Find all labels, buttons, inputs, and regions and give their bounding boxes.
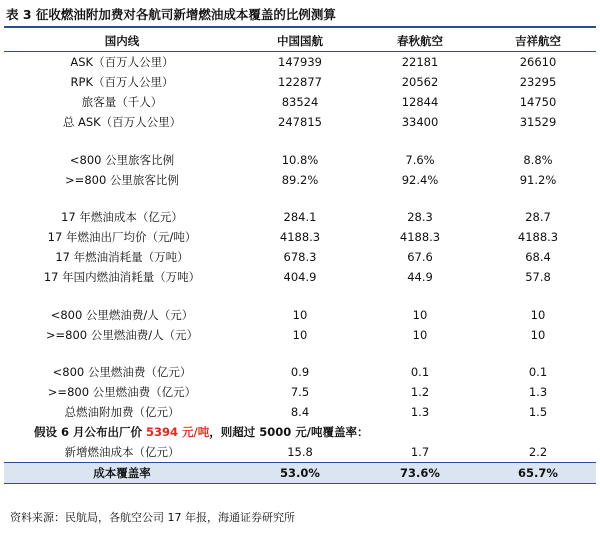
- row-label: 总燃油附加费（亿元）: [64, 405, 180, 419]
- cell: 4188.3: [517, 230, 559, 244]
- cell: 247815: [278, 115, 322, 129]
- spacer-row: [4, 287, 596, 305]
- table-row: [4, 247, 596, 267]
- cell: 28.3: [407, 210, 433, 224]
- row-label: >=800 公里燃油费/人（元）: [45, 327, 199, 342]
- cell: 31529: [519, 115, 557, 129]
- note-price: 5394 元/吨: [146, 425, 210, 439]
- cell: 10: [292, 307, 308, 322]
- table-row: [4, 442, 596, 463]
- cell: 147939: [278, 55, 322, 69]
- cell: 28.7: [525, 210, 551, 224]
- table-row: [4, 382, 596, 402]
- cell: 4188.3: [279, 230, 321, 244]
- table-row: [4, 150, 596, 170]
- cell: 1.3: [410, 405, 430, 419]
- cell: 10.8%: [281, 152, 319, 167]
- cell: 1.2: [410, 385, 430, 399]
- source-note: 资料来源：民航局，各航空公司 17 年报，海通证券研究所: [10, 511, 295, 524]
- spacer-row: [4, 190, 596, 208]
- row-label: 17 年燃油出厂均价（元/吨）: [47, 230, 197, 244]
- cell: 4188.3: [399, 230, 441, 244]
- cell: 10: [292, 327, 308, 342]
- cell: 122877: [278, 75, 322, 89]
- row-label: >=800 公里旅客比例: [65, 172, 179, 187]
- cell: 10: [412, 327, 428, 342]
- row-label: 17 年国内燃油消耗量（万吨）: [43, 270, 201, 284]
- cell: 68.4: [525, 250, 551, 264]
- cell: 10: [530, 327, 546, 342]
- row-label: >=800 公里燃油费（亿元）: [47, 385, 197, 399]
- cell: 10: [530, 307, 546, 322]
- row-label: 新增燃油成本（亿元）: [64, 445, 180, 459]
- row-label: ASK（百万人公里）: [70, 55, 174, 69]
- cell: 0.9: [290, 365, 310, 379]
- table-row: [4, 207, 596, 227]
- table-row: [4, 325, 596, 345]
- table-row: [4, 227, 596, 247]
- cell: 44.9: [407, 270, 433, 284]
- row-label: 总 ASK（百万人公里）: [62, 115, 182, 129]
- coverage-total-row: [4, 463, 596, 484]
- table-row: [4, 92, 596, 112]
- cell: 91.2%: [519, 172, 557, 187]
- table-row: [4, 267, 596, 287]
- cell: 23295: [519, 75, 557, 89]
- cell: 678.3: [283, 250, 317, 264]
- cell: 14750: [519, 95, 557, 109]
- spacer-row: [4, 132, 596, 150]
- cell: 7.5: [290, 385, 310, 399]
- table-row: [4, 170, 596, 190]
- table-row: [4, 52, 596, 73]
- row-label: 旅客量（千人）: [81, 95, 163, 109]
- cell: 1.3: [528, 385, 548, 399]
- cell: 12844: [401, 95, 439, 109]
- cell: 53.0%: [240, 463, 360, 484]
- table-row: [4, 305, 596, 325]
- cell: 404.9: [283, 270, 317, 284]
- row-label: 17 年燃油成本（亿元）: [61, 210, 183, 224]
- table-title: 表 3 征收燃油附加费对各航司新增燃油成本覆盖的比例测算: [6, 7, 336, 22]
- cell: 65.7%: [480, 463, 596, 484]
- cell: 7.6%: [405, 152, 435, 167]
- cell: 0.1: [528, 365, 548, 379]
- table-title-bar: [4, 4, 596, 28]
- header-cell: 国内线: [4, 30, 240, 52]
- assumption-note-row: [4, 422, 596, 442]
- row-label: <800 公里燃油费/人（元）: [50, 307, 194, 322]
- row-label: RPK（百万人公里）: [70, 75, 174, 89]
- header-row: [4, 30, 596, 52]
- cell: 8.8%: [523, 152, 553, 167]
- cell: 22181: [401, 55, 439, 69]
- header-cell: 春秋航空: [360, 30, 480, 52]
- cell: 1.5: [528, 405, 548, 419]
- cell: 2.2: [528, 445, 548, 459]
- table-row: [4, 112, 596, 132]
- note-prefix: 假设 6 月公布出厂价: [34, 425, 147, 439]
- cell: 1.7: [410, 445, 430, 459]
- row-label: <800 公里燃油费（亿元）: [52, 365, 192, 379]
- note-suffix: ，则超过 5000 元/吨覆盖率：: [209, 425, 369, 439]
- table-row: [4, 402, 596, 422]
- row-label: 成本覆盖率: [4, 463, 240, 484]
- cell: 15.8: [287, 445, 313, 459]
- cell: 284.1: [283, 210, 317, 224]
- cell: 83524: [281, 95, 319, 109]
- row-label: <800 公里旅客比例: [69, 152, 175, 167]
- header-cell: 吉祥航空: [480, 30, 596, 52]
- fuel-surcharge-table: [4, 30, 596, 484]
- cell: 92.4%: [401, 172, 439, 187]
- table-row: [4, 362, 596, 382]
- assumption-note: [4, 422, 596, 442]
- cell: 73.6%: [360, 463, 480, 484]
- cell: 26610: [519, 55, 557, 69]
- spacer-row: [4, 345, 596, 363]
- cell: 10: [412, 307, 428, 322]
- cell: 20562: [401, 75, 439, 89]
- cell: 8.4: [290, 405, 310, 419]
- header-cell: 中国国航: [240, 30, 360, 52]
- cell: 67.6: [407, 250, 433, 264]
- cell: 89.2%: [281, 172, 319, 187]
- table-row: [4, 72, 596, 92]
- cell: 57.8: [525, 270, 551, 284]
- row-label: 17 年燃油消耗量（万吨）: [55, 250, 189, 264]
- cell: 0.1: [410, 365, 430, 379]
- cell: 33400: [401, 115, 439, 129]
